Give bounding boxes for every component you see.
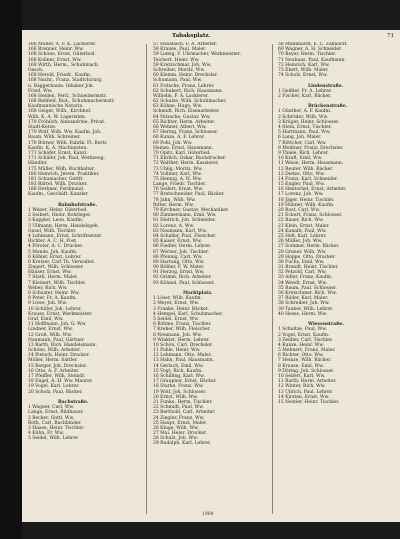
- directory-entry: 13 Dietze, Otto, Ww.: [278, 171, 325, 177]
- directory-entry: 11 Barth, Herm. Arbeiter.: [278, 379, 337, 385]
- directory-entry: 17 Graupner, Ernst, Bäcker.: [153, 379, 217, 385]
- directory-entry: Lange, Ernst, Bildhauer.: [28, 410, 84, 416]
- directory-entry: 170 Börner, Wilh. Fabrik. Fl. Bertr.: [28, 140, 108, 146]
- directory-entry: 2 Schröder, Wilh. Ww.: [278, 114, 329, 120]
- directory-entry: 26 Kluge, Wilh. Ww.: [153, 425, 199, 431]
- directory-entry: 33 Adler, Franz, Kaufm.: [278, 275, 333, 281]
- directory-entry: 59 Kretzschmar, Joh. Ww.: [153, 62, 212, 68]
- directory-entry: Kaufm. K. A. Machinisten.: [28, 145, 88, 151]
- column-rule-2: [272, 44, 273, 514]
- directory-entry: Roth, Carl, Buchbinder.: [28, 420, 82, 426]
- directory-entry: 1 Wagner, Carl, Ww.: [28, 405, 75, 411]
- directory-entry: 16 Hentschel, Ernst, Arbeiter.: [278, 187, 347, 193]
- directory-entry: 13 Ullrich, Paul, Lehrer.: [278, 389, 333, 395]
- directory-entry: 40 Hesse, Herm. Ww.: [278, 311, 328, 317]
- directory-entry: 15 Vogt, Rich. Kaufm.: [153, 368, 203, 374]
- directory-entry: 70 Beyer, Herm. Tischler.: [278, 52, 337, 58]
- directory-entry: 30 Fuchs, Emil, Ww.: [278, 259, 325, 265]
- directory-entry: 62 Schulze, Wilh. Schuhmacher.: [153, 99, 227, 105]
- directory-entry: 83 Naumann, Karl, Ww.: [153, 228, 208, 234]
- directory-entry: 19 Hübner, Wilh. Kaufm.: [278, 202, 335, 208]
- directory-entry: 28 Gruner, Wilh. Ww.: [278, 249, 327, 255]
- directory-entry: 22 Schmidt, Paul, Ww.: [153, 405, 204, 411]
- directory-entry: 8 Krause, Emil, Ww.: [278, 363, 324, 369]
- directory-entry: Wilh. K. A. W. Lageristen.: [28, 114, 87, 120]
- directory-entry: 65 Richter, Herm. Arbeiter.: [153, 119, 216, 125]
- directory-entry: 166 Brenner, Heinr. Ww.: [28, 47, 84, 53]
- directory-entry: 2 Meyer, Ernst, Ww.: [153, 301, 199, 307]
- directory-entry: 82 Lorenz, A. Ww.: [153, 223, 195, 229]
- directory-entry: 74 Scholz, Ernst, Ww.: [278, 73, 328, 79]
- directory-entry: 180 Heinrich, Jerem. Praktiker.: [28, 171, 100, 177]
- directory-entry: 14 Kirsten, Ernst, Ww.: [278, 394, 330, 400]
- directory-entry: 168 Wirth, Herm., Schuhmach.: [28, 62, 100, 68]
- directory-entry: 20 Scholz, Paul, Bäcker.: [28, 389, 83, 395]
- street-heading: Wiesenstraße.: [308, 322, 344, 328]
- directory-entry: 3 Kappler, Leon. Kaufm.: [28, 218, 84, 224]
- directory-entry: 5 Seidel, Ernst, Ww.: [153, 316, 200, 322]
- directory-entry: 11 Hoffmann, Joh. G. Ww.: [28, 322, 87, 328]
- directory-entry: 15 Berger, Joh. Drechsler.: [28, 363, 87, 369]
- directory-entry: 7 Kreher, Wilh. Fleischer.: [153, 327, 211, 333]
- directory-entry: 168 Rehfeld, Rud., Schuhmachermstr.: [28, 99, 115, 105]
- directory-entry: 3 Franke, Heinr. Bäcker.: [153, 306, 209, 312]
- directory-entry: Händler.: [28, 161, 48, 167]
- directory-entry: 28 Schulz, Joh. Ww.: [153, 436, 198, 442]
- directory-entry: 6 Köhler, Ernst, Lehrer.: [28, 254, 82, 260]
- directory-entry: 5 Mende, Joh. Kaufm.: [28, 249, 78, 255]
- column-3: [278, 42, 388, 405]
- directory-entry: 21 Eckert, Franz, Schlosser.: [278, 213, 343, 219]
- directory-entry: 1 Günther, A. F. Kaufm.: [278, 109, 332, 115]
- directory-entry: 72 Walther, Herm. Kassierer.: [153, 161, 219, 167]
- page-header: Tabaksplatz.: [172, 33, 211, 39]
- directory-entry: 60 Wagner, A. H. Schneider.: [278, 47, 343, 53]
- directory-entry: 29 Hoppe, Otto, Drucker.: [278, 254, 336, 260]
- directory-entry: 11 Pohle, Heinr. Ww.: [153, 348, 201, 354]
- directory-entry: 168 Schöne, Ernst, Güterbod.: [28, 52, 96, 58]
- directory-entry: Richter, A. C. H. Post.: [28, 239, 78, 245]
- book-binding: [0, 0, 22, 539]
- directory-entry: 73 Uhlig, Moritz, Ww.: [153, 166, 203, 172]
- directory-entry: 2 Vogel, Ernst, Kaufm.: [278, 332, 330, 338]
- directory-entry: 2 Becker, Gottl. Ww.: [28, 415, 75, 421]
- directory-entry: 18 Starke, Franz, Ww.: [153, 384, 204, 390]
- directory-entry: 5 Hartmann, Paul, Ww.: [278, 130, 331, 136]
- columns-area: [22, 30, 400, 522]
- street-heading: Lindenstraße.: [308, 83, 344, 89]
- directory-entry: Schöne, Wilh. Arbeiter.: [28, 348, 81, 354]
- directory-entry: u. Baggerbaum. Inhaber Joh.: [28, 83, 95, 89]
- directory-entry: Ritter, Herm. Ww.: [153, 202, 194, 208]
- directory-entry: 170 Fröhlich, Alexandrine, Privat.: [28, 119, 106, 125]
- page-footer: 1909: [202, 512, 214, 517]
- directory-entry: 4 Hempel, Karl, Schuhmacher.: [153, 311, 223, 317]
- directory-entry: 17 Pfeiffer, Wilh. Steindr.: [28, 374, 86, 379]
- directory-entry: 1 Weber, Heinr. Güterbod.: [28, 208, 88, 213]
- directory-entry: 84 Schaller, Paul, Fleischer.: [153, 233, 217, 239]
- directory-entry: Kaufm., Geschäft. Kanzler.: [28, 192, 89, 198]
- directory-entry: 2 Seibert, Heinr. Rohrleger.: [28, 213, 92, 219]
- directory-entry: 72 Heinrich, Karl, Ww.: [278, 62, 330, 68]
- directory-entry: 76 Seifert, Ernst, Ww.: [153, 187, 204, 193]
- directory-entry: 12 Reuter, Wilh. Bäcker.: [278, 166, 334, 172]
- directory-entry: 5 Seidel, Wilh. Lehrer.: [28, 436, 79, 442]
- directory-entry: 12 Groß, Wilh. Ww.: [28, 332, 73, 338]
- directory-entry: 14 Franz, Karl, Schneider.: [278, 176, 338, 182]
- directory-entry: 23 Berthold, Carl, Arbeiter.: [153, 410, 216, 416]
- directory-entry: 27 Sommer, Herm. Bäcker.: [278, 244, 340, 250]
- directory-entry: 20 Rost, Carl, Ww.: [278, 208, 321, 213]
- directory-entry: Schumann, Paul, Ww.: [153, 78, 203, 84]
- directory-entry: 5 Mehnert, Franz, Maler.: [278, 348, 336, 354]
- directory-entry: 12 Lehmann, Otto, Maler.: [153, 353, 212, 359]
- directory-entry: 1 Schultze, Paul, Ww.: [278, 327, 327, 333]
- directory-entry: Teichert, Heinr. Ww.: [153, 57, 200, 63]
- directory-entry: Baum. Wilh. Schreiner.: [28, 135, 81, 141]
- directory-entry: 69 Pohl, Joh. Ww.: [153, 140, 193, 146]
- directory-entry: 18 Engel, A. H. Ww. Maurer.: [28, 379, 93, 385]
- directory-entry: 1 Löser, Wilh. Kaufm.: [153, 296, 202, 302]
- directory-entry: 9 Löwe, Joh. Ww.: [28, 301, 68, 307]
- directory-entry: 62 Schubert, Rich. Hausmann.: [153, 88, 224, 94]
- directory-entry: 34 Wendt, Ernst, Ww.: [278, 280, 328, 286]
- directory-entry: 16 Otto, A. F. Arbeiter.: [28, 368, 80, 374]
- directory-entry: 6 Lang, Joh. Maler.: [278, 135, 322, 141]
- directory-entry: Graf, Emil, Ww.: [28, 316, 64, 322]
- directory-entry: Krause, Ernst, Werkmeister.: [28, 311, 93, 317]
- directory-entry: 58 Krause, Paul, Maler.: [153, 47, 207, 53]
- street-heading: Marktplatz.: [183, 291, 213, 296]
- directory-entry: 8 Meißner, Franz, Drechsler.: [278, 145, 344, 151]
- directory-entry: 4 Stein, Ernst, Tischler.: [278, 125, 332, 130]
- directory-entry: 168 Nachr., Franz, Stadtchirurg.: [28, 78, 103, 84]
- directory-entry: 168 Heiden, Ferd., Schneidermstr.: [28, 93, 107, 99]
- directory-entry: 68 Kunze, A. F. Lehrer.: [153, 135, 205, 141]
- directory-entry: 171 Schäfer, Ernst, Kanzl.: [28, 150, 88, 156]
- directory-entry: 8 Peter, Fr. A. Kaufm.: [28, 296, 77, 302]
- directory-entry: 64 Nitzsche, Gustav, Ww.: [153, 114, 211, 120]
- directory-entry: 85 Kaiser, Ernst, Ww.: [153, 239, 202, 245]
- directory-entry: 15 Nestler, Heinr. Tischler.: [278, 399, 340, 405]
- directory-entry: 1 Geißler, Fr. A. Lehrer.: [278, 88, 332, 94]
- directory-entry: 171 Schäfer, Joh. Paul, Werkzeug.: [28, 156, 106, 162]
- directory-entry: 10 Schiller, Joh. Lehrer.: [28, 306, 82, 312]
- directory-entry: 89 Hartung, Otto, Ww.: [153, 259, 205, 265]
- directory-entry: 7 Kleinert, Wilh. Tischler.: [28, 280, 87, 286]
- directory-entry: Schmidt, Rich. Eisenarbeiter.: [153, 109, 220, 115]
- directory-entry: 36 Kretschmer, Rich. Ww.: [278, 291, 337, 296]
- directory-entry: 86 Fiedler, Herm. Lehrer.: [153, 244, 212, 250]
- directory-entry: 67 Hering, Franz, Schlosser.: [153, 130, 219, 136]
- directory-entry: 75 Hennig, A. H. Ww.: [153, 176, 202, 182]
- directory-entry: 6 Kretzer, Carl Th. Verwalter.: [28, 259, 95, 265]
- directory-entry: 4 Kunze, Heinr. Ww.: [278, 342, 325, 348]
- directory-entry: 91 Herzog, Ernst, Ww.: [153, 270, 205, 276]
- directory-entry: Möller, Herm. Sattler.: [28, 358, 78, 364]
- directory-entry: Gesch.: [28, 67, 44, 73]
- directory-entry: 58 Mannhardt, E. C. Zahnarzt.: [278, 42, 348, 47]
- directory-entry: 10 Schön, Carl, Drechsler.: [153, 342, 214, 348]
- directory-entry: 26 Müller, Joh. Ww.: [278, 239, 323, 245]
- street-heading: Bahnhofstraße.: [58, 202, 98, 208]
- directory-entry: 175 Müller, Wilh. Buchhalter.: [28, 166, 95, 172]
- directory-entry: 71 Neuhaus, Paul, Kaufmann.: [278, 57, 346, 63]
- directory-entry: Kaufmannische Notarin.: [28, 104, 84, 110]
- directory-entry: Lindner, Ernst, Ww.: [28, 327, 73, 333]
- column-rule-1: [146, 44, 147, 514]
- directory-entry: Lange, Friedr. Tischler.: [153, 182, 207, 188]
- directory-entry: 77 Bretschneider, Paul, Bäcker.: [153, 192, 225, 198]
- directory-entry: 25 Haupt, Ernst, Maler.: [153, 420, 208, 426]
- directory-entry: 3 Haase, Heinr. Tischler.: [28, 425, 85, 431]
- directory-entry: 11 Weise, Herm. Hausmann.: [278, 161, 344, 167]
- directory-entry: 24 Kunath, Paul, Ww.: [278, 228, 327, 234]
- directory-entry: 12 Winter, Rich. Ww.: [278, 384, 326, 390]
- directory-entry: 183 Bärtel, Wilh. Drucker.: [28, 182, 88, 188]
- directory-entry: 27 Mai, Heinr. Drucker.: [153, 431, 207, 437]
- directory-entry: 10 Seifert, Karl, Ww.: [278, 374, 326, 379]
- street-heading: Brückenstraße.: [308, 104, 348, 110]
- directory-entry: 29 Rudolph, Karl, Lehrer.: [153, 441, 212, 447]
- directory-entry: 8 Neumann, Joh. Ww.: [153, 332, 203, 338]
- directory-entry: 17 Lorenz, Joh. Ww.: [278, 192, 324, 198]
- directory-entry: 3 Zeidler, Carl, Tischler.: [278, 337, 333, 343]
- directory-entry: 73 Ebert, Wilh. Maler.: [278, 67, 329, 73]
- directory-entry: 10 Kraft, Emil, Ww.: [278, 156, 323, 162]
- page-number: 71: [387, 33, 394, 39]
- street-heading: Bachstraße.: [58, 399, 89, 405]
- directory-entry: 166 Müller, A. F. K. Lackierer.: [28, 42, 97, 47]
- directory-entry: Wilhelm, F. A. Lackierer.: [153, 93, 209, 99]
- directory-entry: 9 Döring, Joh. Schlosser.: [278, 368, 335, 374]
- directory-entry: 23 Klein, Ernst, Maler.: [278, 223, 330, 229]
- directory-entry: Stadt-Kerze.: [28, 125, 57, 130]
- directory-entry: Häuser, Ernst, Ww.: [28, 270, 72, 276]
- directory-entry: 57 Hausbach, F. A. Arbeiter.: [153, 42, 218, 47]
- directory-entry: 78 Jahn, Wilh. Ww.: [153, 197, 196, 203]
- directory-entry: Schreiber, Moritz, Ww.: [153, 67, 206, 73]
- directory-entry: 186 Herkner, Ferdinand.: [28, 187, 85, 193]
- directory-entry: 7 Stark, Herm. Maler.: [28, 275, 78, 281]
- directory-entry: Gusel, Wilh. Tischler.: [28, 228, 77, 234]
- directory-entry: 81 Dietrich, Joh. Schneider.: [153, 218, 216, 224]
- directory-entry: 9 Thiele, Rich. Lehrer.: [278, 150, 329, 156]
- directory-entry: 87 Werner, Joh. Tischler.: [153, 249, 209, 255]
- directory-entry: 4 Förster, A. C. Drucker.: [28, 244, 84, 250]
- directory-entry: 19 Vogel, Karl, Lehrer.: [28, 384, 80, 390]
- directory-entry: Heinze, Ernst, Hausmann.: [153, 145, 214, 151]
- directory-entry: 80 Zimmermann, Emil, Ww.: [153, 213, 217, 219]
- directory-entry: 13 Hahn, Paul, Hausmann.: [153, 358, 215, 364]
- directory-entry: 9 Winkler, Herm. Lehrer.: [153, 337, 210, 343]
- directory-entry: 16 Schilling, Karl, Ww.: [153, 374, 205, 379]
- directory-entry: 4 Lehmann, Ernst, Schriftsetzer.: [28, 233, 103, 239]
- directory-entry: Weber, Rich. Ww.: [28, 285, 68, 291]
- directory-entry: 66 Wehner, Albert, Ww.: [153, 125, 207, 130]
- directory-page: [22, 30, 400, 522]
- directory-entry: 14 Gerlach, Emil, Ww.: [153, 363, 204, 369]
- directory-entry: 22 Bauer, Rich. Ww.: [278, 218, 324, 224]
- directory-entry: Fried. Ww.: [28, 88, 53, 94]
- directory-entry: 18 Jäger, Heinr. Tischler.: [278, 197, 335, 203]
- column-1: [28, 42, 138, 441]
- directory-entry: 19 Wolf, Joh. Schlosser.: [153, 389, 207, 395]
- directory-entry: 21 Funke, Herm. Tischler.: [153, 399, 213, 405]
- directory-entry: 13 Barth, Rich. Handelsmann.: [28, 342, 97, 348]
- directory-entry: 38 Schreiber, Joh. Ww.: [278, 301, 330, 307]
- directory-entry: Naumann, Paul, Gärtner.: [28, 337, 85, 343]
- directory-entry: 8 Schuster, Heinr. Ww.: [28, 291, 80, 296]
- directory-entry: 35 Baum, Paul, Schlosser.: [278, 285, 337, 291]
- directory-entry: 6 Richter, Otto, Ww.: [278, 353, 324, 359]
- directory-entry: 63 Kühne, Hugo, Ww.: [153, 104, 203, 110]
- directory-entry: 39 Tauber, Wilh. Lehrer.: [278, 306, 334, 312]
- directory-entry: 70 Opitz, Karl, Güterbod.: [153, 150, 211, 156]
- directory-entry: 168 Kollner, Ernst, Ww.: [28, 57, 82, 63]
- column-2: [153, 42, 263, 447]
- directory-entry: 59 Liebig, F. Uhrmacher, Werkmeister.: [153, 52, 242, 58]
- directory-entry: 79 Kirchner, Gustav, Mechaniker.: [153, 208, 229, 213]
- directory-entry: 32 Petzold, Carl, Ww.: [278, 270, 327, 276]
- directory-entry: 92 Grimm, Rich. Arbeiter.: [153, 275, 212, 281]
- directory-entry: 20 Ernst, Wilh. Ww.: [153, 394, 199, 400]
- directory-entry: 88 Pfennig, Carl, Ww.: [153, 254, 203, 260]
- directory-entry: 31 Brandt, Heinr. Tischler.: [278, 265, 339, 271]
- directory-entry: 170 Wolf, Wilh. Ww. Kaufm. Joh.: [28, 130, 102, 136]
- directory-entry: 90 Rößler, F. W. Maler.: [153, 265, 205, 271]
- directory-entry: 7 Heinze, Wilh. Bäcker.: [278, 358, 332, 364]
- directory-entry: 37 Röder, Karl, Maler.: [278, 296, 329, 302]
- directory-entry: 25 Heß, Karl, Lehrer.: [278, 233, 327, 239]
- directory-entry: 181 Schumacher, Gottfr.: [28, 176, 84, 182]
- directory-entry: 93 Kühnel, Paul, Schlosser.: [153, 280, 215, 286]
- directory-entry: Ziegert, Wilh. Schlosser.: [28, 265, 84, 271]
- directory-entry: 15 Engler, Paul, Ww.: [278, 182, 325, 188]
- directory-entry: 6 Böhme, Franz, Tischler.: [153, 322, 212, 328]
- directory-entry: 60 Klemm, Heinr. Drechsler.: [153, 73, 218, 79]
- directory-entry: 4 Kühn, Fr. Ww.: [28, 431, 65, 437]
- directory-entry: 168 Geiger, Wilh., Kirchhof.: [28, 109, 92, 115]
- directory-entry: 7 Böttcher, Carl, Ww.: [278, 140, 327, 146]
- directory-entry: 24 Ziegler, Franz, Ww.: [153, 415, 205, 421]
- directory-entry: 3 Ullmann, Herm. Handelsgeh.: [28, 223, 100, 229]
- directory-entry: 14 Pietsch, Heinr. Drucker.: [28, 353, 90, 359]
- directory-entry: 74 Vollmer, Karl, Ww.: [153, 171, 202, 177]
- directory-entry: 71 Ehrlich, Oskar, Buchdrucker.: [153, 156, 227, 162]
- directory-entry: 168 Herold, Friedr., Kaufm.: [28, 73, 92, 79]
- directory-entry: 3 Krüger, Heinr. Schlosser.: [278, 119, 340, 125]
- directory-entry: 2 Fischer, Karl, Bäcker.: [278, 93, 332, 99]
- directory-entry: 61 Fritsche, Franz, Lehrer.: [153, 83, 215, 89]
